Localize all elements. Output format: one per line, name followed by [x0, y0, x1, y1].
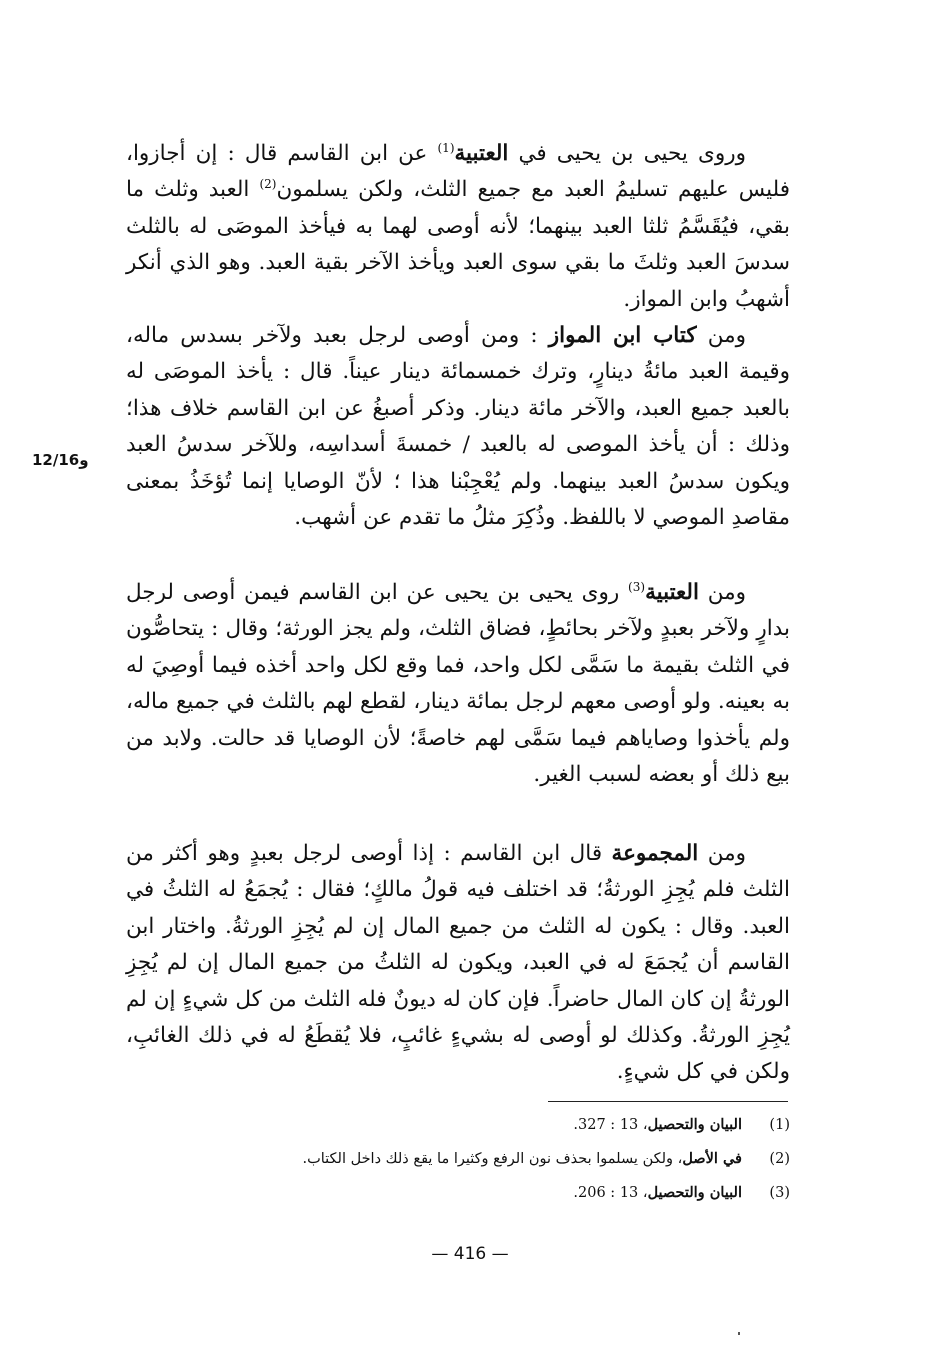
- footnote-marker: (2): [259, 177, 277, 192]
- footnote-marker: (3): [628, 579, 646, 594]
- manuscript-folio-note: 12/16و: [32, 451, 89, 469]
- paragraph-intro: ومن: [696, 323, 746, 348]
- source-title: كتاب ابن المواز: [548, 323, 697, 348]
- paragraph-3: [126, 575, 790, 793]
- paragraph-1: [126, 136, 790, 318]
- footnote-reference: ، ولكن يسلموا بحذف نون الرفع وكثيرا ما يقع ذلك داخل الكتاب.: [302, 1151, 683, 1167]
- paragraph-text: روى يحيى بن يحيى عن ابن القاسم فيمن أوصى لرجل بدارٍ ولآخر بعبدٍ ولآخر بحائطٍ، فضاق الثلث، ولم يجز الورثة؛ وقال : يتحاصُّون في الثلث بقيمة ما سَمَّى لكل واحد، فما وقع لكل واحد أخذه فيما أوصِيَ له به بعينه. ولو أوصى معهم لرجل بمائة دينار، لقطع لهم بالثلث في جميع ماله، ولم يأخذوا وصاياهم فيما سَمَّى لهم خاصةً؛ لأن الوصايا قد حالت. ولابد من بيع ذلك أو بعضه لسبب الغير.: [126, 580, 790, 788]
- footnote-title: في الأصل: [682, 1150, 742, 1167]
- source-title: العتبية: [454, 141, 509, 166]
- source-title: العتبية: [645, 580, 699, 605]
- paragraph-text: العبد وثلث ما بقي، فيُقَسَّمُ ثلثا العبد بينهما؛ لأنه أوصى لهما به فيأخذ الموصَى له بالثلث سدسَ العبد وثلثَ ما بقي سوى العبد ويأخذ الآخر بقية العبد. وهو الذي أنكر أشهبُ وابن المواز.: [126, 177, 790, 312]
- paragraph-text: : ومن أوصى لرجل بعبد ولآخر بسدس ماله، وقيمة العبد مائةُ دينارٍ، وترك خمسمائة دينار عيناً. قال : يأخذ الموصَى له بالعبد جميع العبد، والآخر مائة دينار. وذكر أصبغُ عن ابن القاسم خلاف هذا؛ وذلك : أن يأخذ الموصى له بالعبد / خمسةَ أسداسِه، وللآخر سدسُ العبد ويكون سدسُ العبد بينهما. ولم يُعْجِبْنا هذا ؛ لأنّ الوصايا إنما تُؤخَذُ بمعنى مقاصدِ الموصي لا باللفظ. وذُكِرَ مثلُ ما تقدم عن أشهب.: [126, 323, 790, 531]
- page-number: — 416 —: [431, 1244, 509, 1264]
- footnote-reference: ، 13 : 327.: [573, 1117, 648, 1133]
- paragraph-intro: ومن: [698, 841, 746, 866]
- footnote-title: البيان والتحصيل: [647, 1184, 742, 1201]
- paragraph-intro: وروى يحيى بن يحيى في: [508, 141, 746, 166]
- footnote-number: (1): [769, 1117, 790, 1133]
- footnote-2: [126, 1142, 790, 1176]
- footnote-title: البيان والتحصيل: [647, 1116, 742, 1133]
- paragraph-text: قال ابن القاسم : إذا أوصى لرجل بعبدٍ وهو أكثر من الثلث فلم يُجِزِ الورثةُ؛ قد اختلف فيه قولُ مالكٍ؛ فقال : يُجمَعُ له الثلثُ في العبد. وقال : يكون له الثلث من جميع المال إن لم يُجِزِ الورثةُ. واختار ابن القاسم أن يُجمَعَ له في العبد، ويكون له الثلثُ من جميع المال إن لم يُجِزِ الورثةُ إن كان المال حاضراً. فإن كان له ديونٌ فله الثلث من كل شيءٍ إن لم يُجِزِ الورثةُ. وكذلك لو أوصى له بشيءٍ غائبٍ، فلا يُقطَعُ له في ذلك الغائبِ، ولكن في كل شيءٍ.: [126, 841, 790, 1085]
- footnote-number: (3): [769, 1185, 790, 1201]
- footnotes: [126, 1108, 790, 1210]
- footnote-number: (2): [769, 1151, 790, 1167]
- footnote-3: [126, 1176, 790, 1210]
- footnote-1: [126, 1108, 790, 1142]
- footnote-reference: ، 13 : 206.: [573, 1185, 648, 1201]
- footnote-marker: (1): [437, 140, 455, 155]
- paragraph-text: عن ابن القاسم قال : إن أجازوا، فليس عليهم تسليمُ العبد مع جميع الثلث، ولكن يسلمون: [126, 141, 790, 203]
- paragraph-4: [126, 836, 790, 1091]
- paragraph-intro: ومن: [698, 580, 746, 605]
- paragraph-2: [126, 318, 790, 536]
- scan-speck: [738, 1332, 740, 1335]
- footnote-divider: [548, 1101, 788, 1102]
- source-title: المجموعة: [611, 841, 699, 866]
